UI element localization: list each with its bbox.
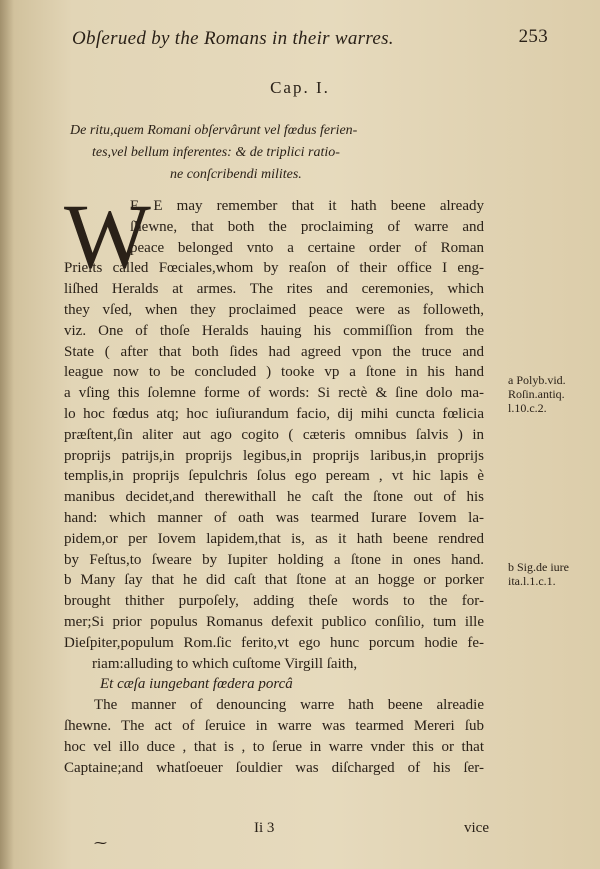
text-line: hand: which manner of oath was tearmed Iurare Iovem la-	[64, 509, 484, 526]
subtitle-line: tes,vel bellum inferentes: & de triplici ratio-	[92, 145, 340, 160]
text-line: templis,in proprijs ſepulchris ſolus ego peream , vt hic lapis è	[64, 468, 484, 485]
running-head	[72, 26, 548, 54]
text-line: ſhewne, that both the proclaiming of warre and	[130, 218, 484, 235]
text-line: præſtent,ſin aliter aut ago cogito ( cæteris omnibus ſalvis ) in	[64, 426, 484, 443]
text-line: they vſed, when they proclaimed peace were as followeth,	[64, 301, 484, 318]
ornament-flourish: ⁓	[94, 836, 107, 851]
text-line: State ( after that both ſides had agreed vpon the truce and	[64, 343, 484, 360]
text-line: b Many ſay that he did caſt that ſtone at an hogge or porker	[64, 572, 484, 589]
text-line: liſhed Heralds at armes. The rites and ceremonies, which	[64, 281, 484, 298]
text-line: by Feſtus,to ſweare by Iupiter holding a ſtone in ones hand.	[64, 551, 484, 568]
text-line: pidem,or per Iovem lapidem,that is, as it hath beene rendred	[64, 530, 484, 547]
text-line: viz. One of thoſe Heralds hauing his commiſſion from the	[64, 322, 484, 339]
signature-mark: Ii 3	[254, 820, 275, 836]
drop-cap: W	[64, 185, 151, 287]
verse-quotation: Et cæſa iungebant fœdera porcâ	[100, 676, 293, 693]
spine-shadow	[0, 0, 14, 869]
margin-note-b: b Sig.de iure ita.l.1.c.1.	[508, 560, 569, 588]
text-line: riam:alluding to which cuſtome Virgill ſaith,	[92, 655, 358, 672]
text-line: lo hoc fœdus atq; hoc iuſiurandum facio, dij mihi cuncta fœlicia	[64, 405, 484, 422]
subtitle-line: ne conſcribendi milites.	[170, 167, 302, 182]
text-line: mer;Si prior populus Romanus defexit publico conſilio, tum ille	[64, 613, 484, 630]
subtitle-line: De ritu,quem Romani obſervârunt vel fœdus ferien-	[70, 123, 358, 138]
text-line: peace belonged vnto a certaine order of Roman	[130, 239, 484, 256]
text-line: The manner of denouncing warre hath beene alreadie	[94, 697, 484, 714]
catchword: vice	[464, 820, 489, 836]
text-line: proprijs patrijs,in proprijs legibus,in proprijs laribus,in proprijs	[64, 447, 484, 464]
text-line: a vſing this ſolemne forme of words: Si rectè & ſine dolo ma-	[64, 385, 484, 402]
chapter-heading: Cap. I.	[270, 78, 330, 97]
text-line: league now to be concluded ) tooke vp a ſtone in his hand	[64, 364, 484, 381]
margin-note-a: a Polyb.vid. Roſin.antiq. l.10.c.2.	[508, 373, 566, 415]
page-number: 253	[518, 26, 548, 47]
body-text	[64, 185, 484, 778]
text-line: Dieſpiter,populum Rom.ſic ferito,vt ego hunc porcum hodie fe-	[64, 634, 484, 651]
text-line: ſhewne. The act of ſeruice in warre was tearmed Mereri ſub	[64, 717, 484, 734]
running-title: Obſerued by the Romans in their warres.	[72, 28, 394, 49]
text-line: brought thither purpoſely, adding theſe words to the for-	[64, 593, 484, 610]
text-line: hoc vel illo duce , that is , to ſerue in warre vnder this or that	[64, 738, 484, 755]
text-line: Captaine;and whatſoeuer ſouldier was diſcharged of his ſer-	[64, 759, 484, 776]
text-line: E E may remember that it hath beene already	[130, 198, 484, 214]
latin-subtitle	[70, 120, 510, 186]
text-line: Prieſts called Fœciales,whom by reaſon of their office I eng-	[64, 260, 484, 277]
text-line: manibus decidet,and therewithall he caſt the ſtone out of his	[64, 489, 484, 506]
